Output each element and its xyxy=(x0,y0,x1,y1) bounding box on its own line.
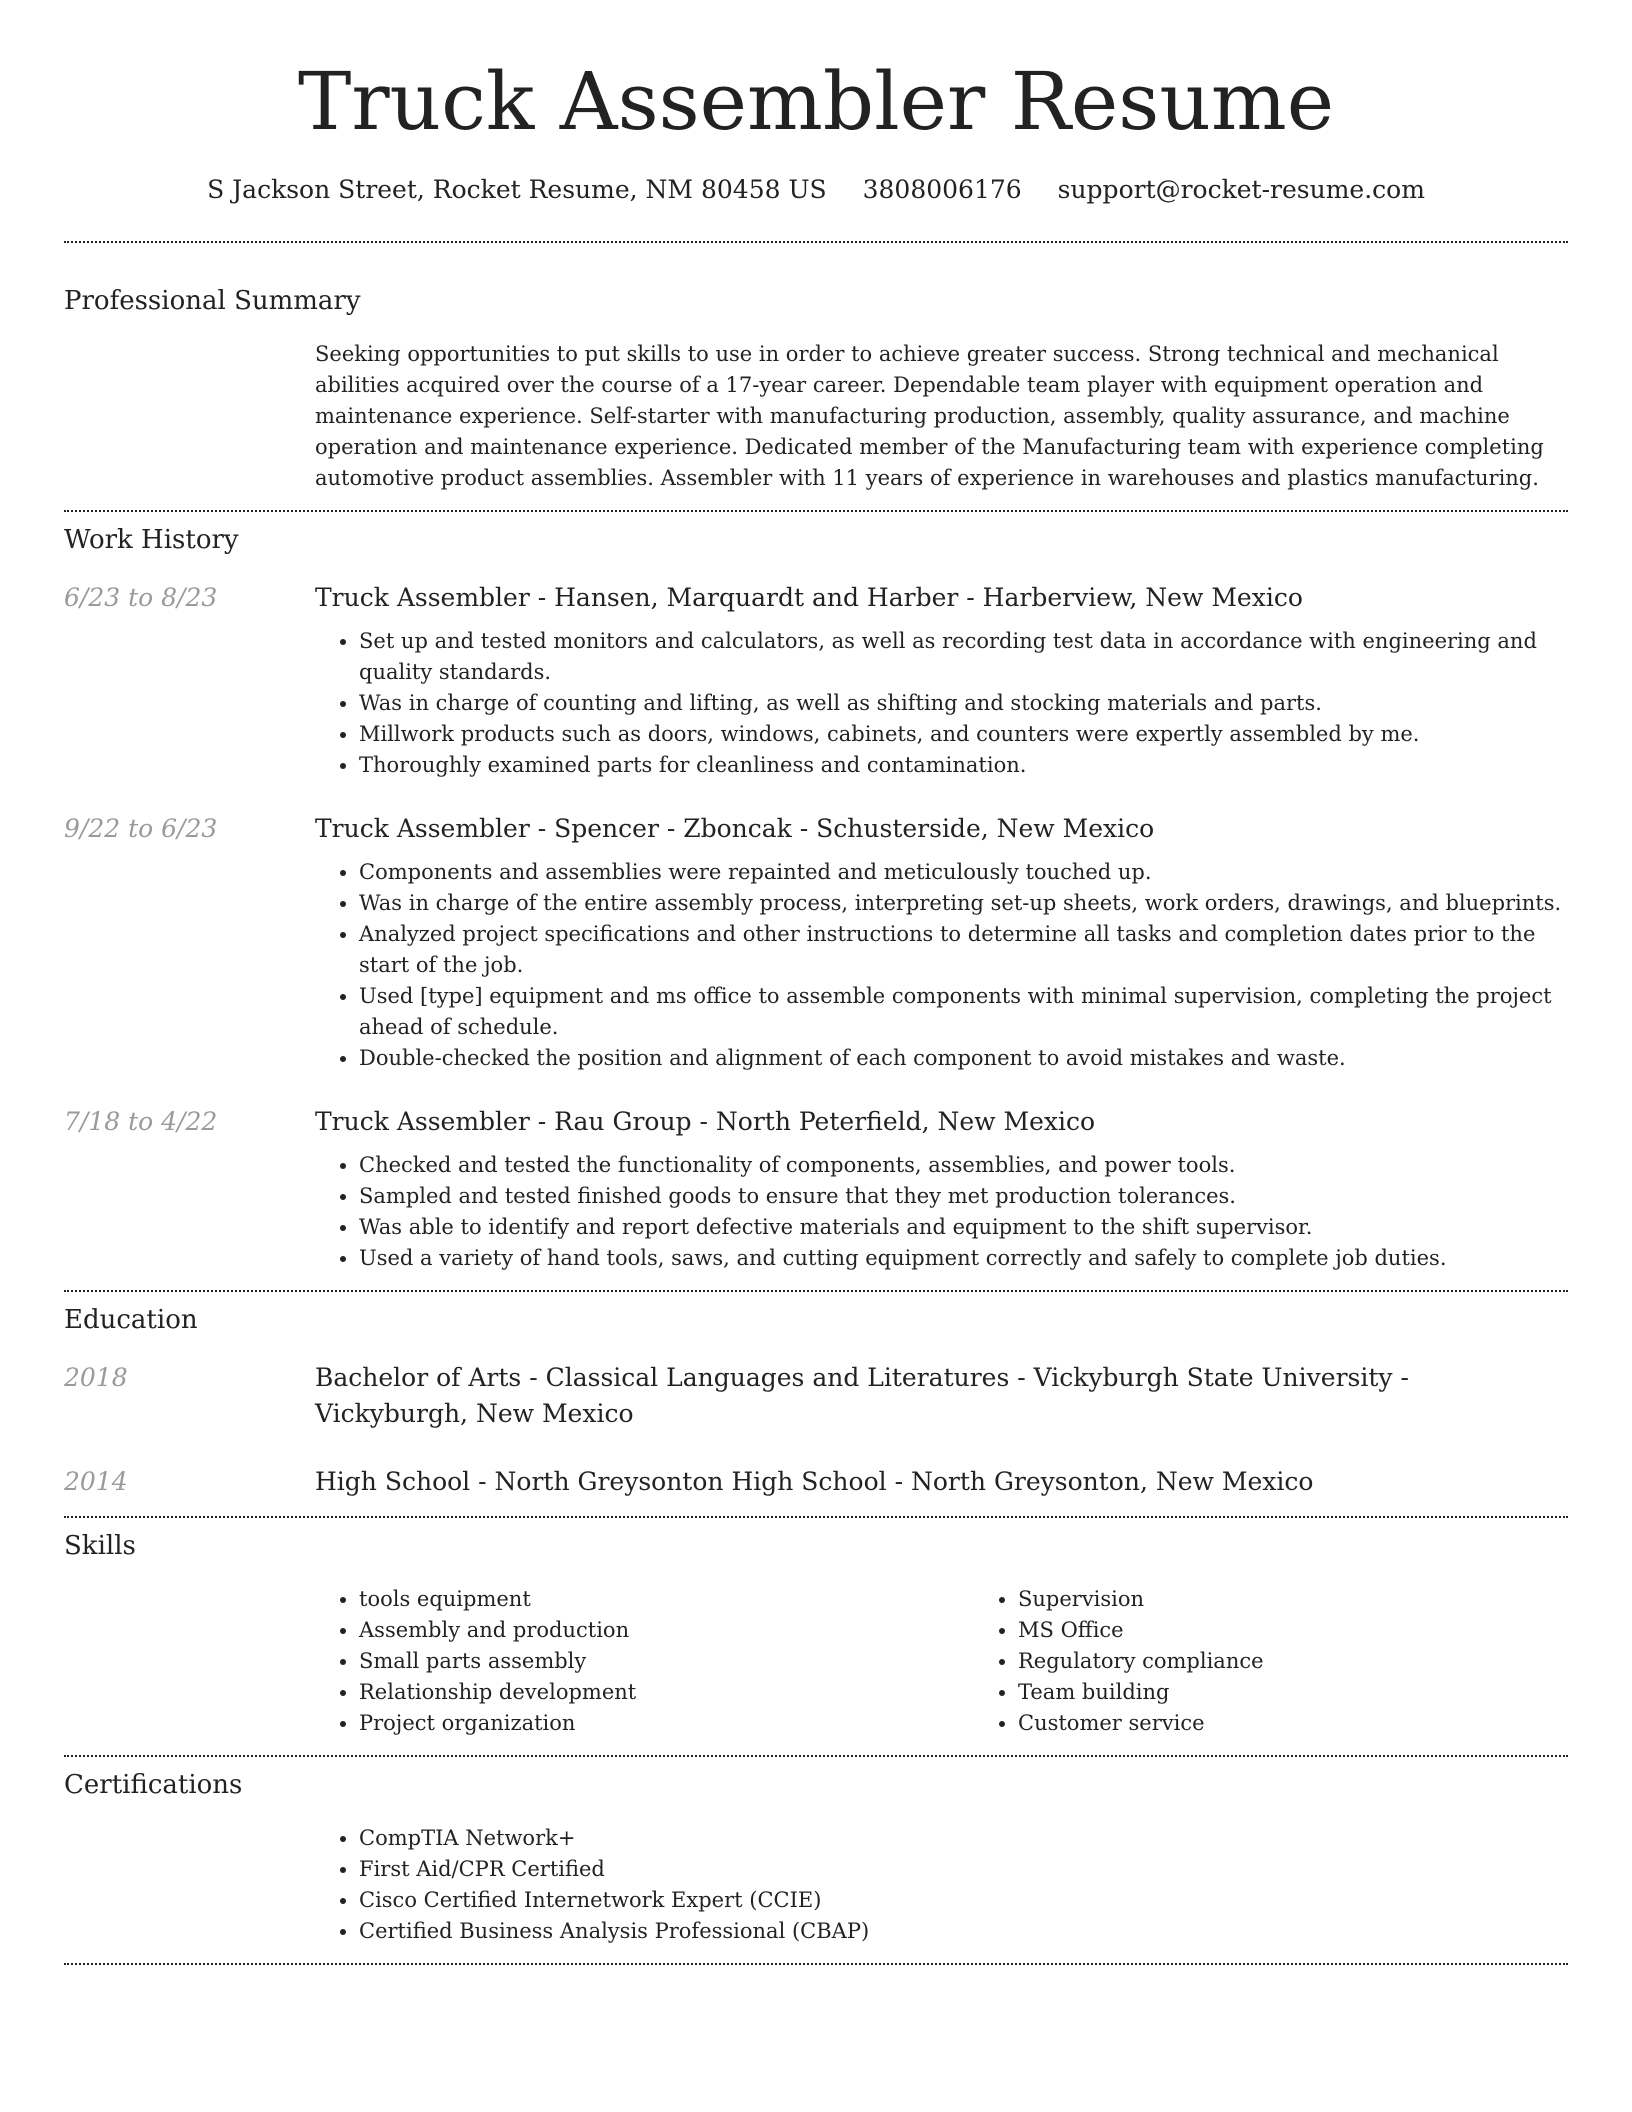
certifications-heading: Certifications xyxy=(64,1770,243,1800)
education-entry xyxy=(64,1360,1568,1432)
contact-phone: 3808006176 xyxy=(862,175,1022,204)
list-item: • Double-checked the position and alignment of each component to avoid mistakes and waste. xyxy=(359,1043,1568,1074)
skills-row xyxy=(64,1584,1568,1739)
list-item: • Used [type] equipment and ms office to assemble components with minimal supervision, completing the project ahead of schedule. xyxy=(359,981,1568,1043)
resume-page xyxy=(64,0,1568,1965)
section-divider xyxy=(64,1290,1568,1292)
job-bullets xyxy=(315,626,1568,781)
work-history-heading: Work History xyxy=(64,525,239,555)
list-item: • Set up and tested monitors and calculators, as well as recording test data in accordance with engineering and quality standards. xyxy=(359,626,1568,688)
section-divider xyxy=(64,1516,1568,1518)
section-divider xyxy=(64,241,1568,243)
education-entry xyxy=(64,1464,1568,1500)
skill-item: • Assembly and production xyxy=(359,1615,974,1646)
skill-item: • MS Office xyxy=(1018,1615,1632,1646)
summary-row xyxy=(64,339,1568,494)
job-dates: 6/23 to 8/23 xyxy=(64,583,218,612)
job-entry xyxy=(64,580,1568,781)
job-title: Truck Assembler - Hansen, Marquardt and Harber - Harberview, New Mexico xyxy=(315,583,1303,612)
list-item: • Was in charge of counting and lifting, as well as shifting and stocking materials and parts. xyxy=(359,688,1568,719)
list-item: • Was able to identify and report defective materials and equipment to the shift supervisor. xyxy=(359,1212,1568,1243)
section-divider xyxy=(64,510,1568,512)
list-item: • Checked and tested the functionality of components, assemblies, and power tools. xyxy=(359,1150,1568,1181)
education-year: 2014 xyxy=(64,1467,128,1496)
list-item: • Was in charge of the entire assembly process, interpreting set-up sheets, work orders, drawings, and blueprints. xyxy=(359,888,1568,919)
skills-list-left xyxy=(315,1584,974,1739)
skill-item: • Team building xyxy=(1018,1677,1632,1708)
job-entry xyxy=(64,1104,1568,1274)
certifications-list xyxy=(315,1823,1568,1947)
education-title: High School - North Greysonton High School - North Greysonton, New Mexico xyxy=(315,1467,1314,1496)
section-divider xyxy=(64,1755,1568,1757)
list-item: • Analyzed project specifications and other instructions to determine all tasks and completion dates prior to the start of the job. xyxy=(359,919,1568,981)
list-item: • Millwork products such as doors, windows, cabinets, and counters were expertly assembled by me. xyxy=(359,719,1568,750)
certification-item: • First Aid/CPR Certified xyxy=(359,1854,1568,1885)
job-title: Truck Assembler - Spencer - Zboncak - Schusterside, New Mexico xyxy=(315,814,1155,843)
job-dates: 7/18 to 4/22 xyxy=(64,1107,218,1136)
certification-item: • Cisco Certified Internetwork Expert (CCIE) xyxy=(359,1885,1568,1916)
skill-item: • Regulatory compliance xyxy=(1018,1646,1632,1677)
section-divider xyxy=(64,1963,1568,1965)
list-item: • Used a variety of hand tools, saws, and cutting equipment correctly and safely to complete job duties. xyxy=(359,1243,1568,1274)
skills-heading: Skills xyxy=(64,1531,136,1561)
job-bullets xyxy=(315,857,1568,1074)
skill-item: • Supervision xyxy=(1018,1584,1632,1615)
certifications-row xyxy=(64,1823,1568,1947)
summary-text: Seeking opportunities to put skills to use in order to achieve greater success. Strong technical and mechanical abilities acquired over the course of a 17-year career. Dependable team player with equipment operation and maintenance experience. Self-starter with manufacturing production, assembly, quality assurance, and machine operation and maintenance experience. Dedicated member of the Manufacturing team with experience completing automotive product assemblies. Assembler with 11 years of experience in warehouses and plastics manufacturing. xyxy=(315,342,1544,490)
skill-item: • Small parts assembly xyxy=(359,1646,974,1677)
list-item: • Components and assemblies were repainted and meticulously touched up. xyxy=(359,857,1568,888)
contact-address: S Jackson Street, Rocket Resume, NM 80458 US xyxy=(207,175,827,204)
education-year: 2018 xyxy=(64,1363,128,1392)
education-title: Bachelor of Arts - Classical Languages and Literatures - Vickyburgh State University - Vickyburgh, New Mexico xyxy=(315,1363,1409,1428)
skill-item: • Customer service xyxy=(1018,1708,1632,1739)
job-bullets xyxy=(315,1150,1568,1274)
contact-email: support@rocket-resume.com xyxy=(1057,175,1425,204)
skill-item: • Relationship development xyxy=(359,1677,974,1708)
resume-title: Truck Assembler Resume xyxy=(297,55,1335,148)
job-entry xyxy=(64,811,1568,1074)
skill-item: • Project organization xyxy=(359,1708,974,1739)
job-dates: 9/22 to 6/23 xyxy=(64,814,218,843)
list-item: • Thoroughly examined parts for cleanliness and contamination. xyxy=(359,750,1568,781)
list-item: • Sampled and tested finished goods to ensure that they met production tolerances. xyxy=(359,1181,1568,1212)
skills-list-right xyxy=(974,1584,1632,1739)
contact-line xyxy=(64,172,1568,208)
job-title: Truck Assembler - Rau Group - North Peterfield, New Mexico xyxy=(315,1107,1096,1136)
summary-heading: Professional Summary xyxy=(64,286,361,316)
skill-item: • tools equipment xyxy=(359,1584,974,1615)
education-heading: Education xyxy=(64,1305,198,1335)
certification-item: • Certified Business Analysis Professional (CBAP) xyxy=(359,1916,1568,1947)
certification-item: • CompTIA Network+ xyxy=(359,1823,1568,1854)
